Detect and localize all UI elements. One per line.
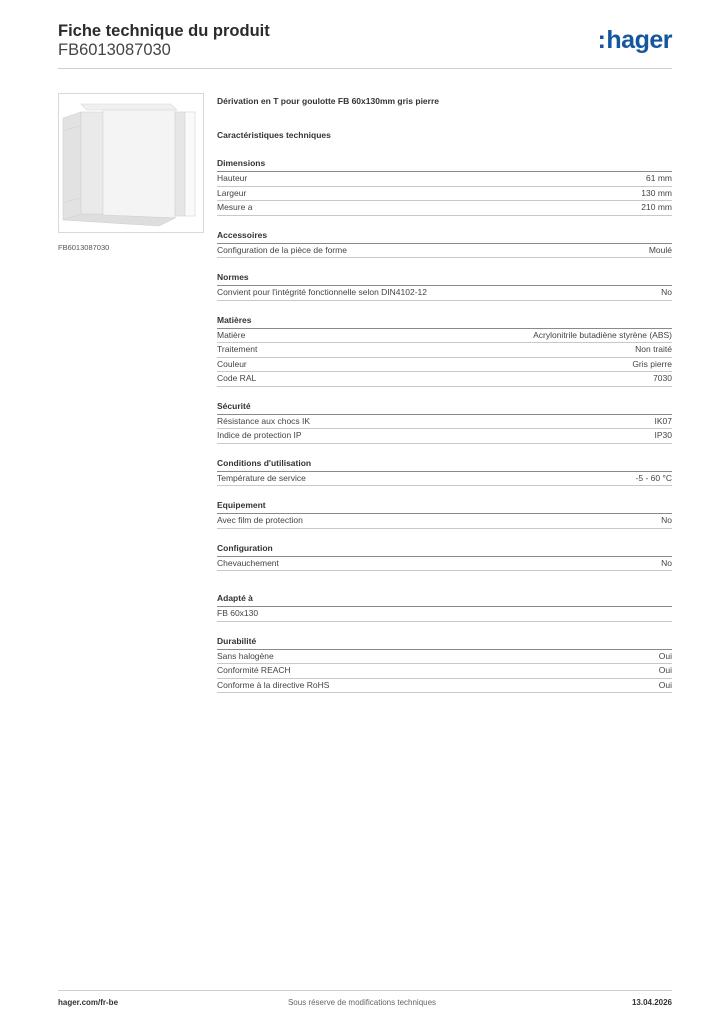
spec-value: Moulé <box>648 244 672 255</box>
spec-label: Sans halogène <box>217 650 274 661</box>
spec-row <box>217 664 672 679</box>
footer-note: Sous réserve de modifications techniques <box>287 998 437 1007</box>
section-title: Conditions d'utilisation <box>217 458 672 472</box>
spec-label: Code RAL <box>217 373 257 383</box>
spec-label: Avec film de protection <box>217 515 303 525</box>
spec-label: Configuration de la pièce de forme <box>217 244 347 255</box>
product-image <box>58 93 204 233</box>
section-title: Normes <box>217 272 672 286</box>
spec-label: Traitement <box>217 344 258 354</box>
spec-value: -5 - 60 °C <box>635 472 672 483</box>
spec-label: Indice de protection IP <box>217 430 302 440</box>
section-conditions-utilisation <box>217 458 672 487</box>
product-t-junction-image-icon <box>59 94 203 232</box>
spec-row <box>217 343 672 358</box>
spec-value: Acrylonitrile butadiène styrène (ABS) <box>533 329 672 340</box>
section-title: Adapté à <box>217 593 672 607</box>
product-name: Dérivation en T pour goulotte FB 60x130mm gris pierre <box>217 96 439 106</box>
section-title: Configuration <box>217 543 672 557</box>
spec-label: Largeur <box>217 187 247 198</box>
spec-label: Matière <box>217 329 246 340</box>
logo-text: hager <box>606 26 672 54</box>
spec-value: No <box>661 557 672 568</box>
spec-row <box>217 286 672 301</box>
spec-row <box>217 244 672 259</box>
spec-label: Couleur <box>217 358 247 369</box>
section-title: Dimensions <box>217 158 672 172</box>
spec-value: 130 mm <box>641 187 672 198</box>
spec-label: Convient pour l'intégrité fonctionnelle selon DIN4102-12 <box>217 287 428 297</box>
section-securite <box>217 401 672 444</box>
spec-label: Mesure a <box>217 202 253 212</box>
spec-value: Oui <box>658 679 672 690</box>
page-header <box>58 20 672 70</box>
spec-row <box>217 607 672 622</box>
spec-row <box>217 187 672 202</box>
footer-divider <box>58 990 672 991</box>
spec-value: Non traité <box>635 344 672 354</box>
spec-value: No <box>661 515 672 525</box>
spec-row <box>217 679 672 694</box>
section-matieres <box>217 315 672 387</box>
spec-value: Oui <box>658 650 672 661</box>
spec-label: Chevauchement <box>217 557 279 568</box>
spec-row <box>217 429 672 444</box>
spec-value: 7030 <box>653 373 672 383</box>
footer-date: 13.04.2026 <box>631 998 672 1007</box>
spec-row <box>217 415 672 430</box>
section-dimensions <box>217 158 672 216</box>
spec-label: Hauteur <box>217 173 248 183</box>
spec-value: Oui <box>658 665 672 675</box>
section-equipement <box>217 500 672 529</box>
section-title: Matières <box>217 315 672 329</box>
spec-value: Gris pierre <box>632 358 672 369</box>
section-configuration <box>217 543 672 572</box>
spec-row <box>217 557 672 572</box>
section-title: Durabilité <box>217 636 672 650</box>
spec-row <box>217 329 672 344</box>
section-accessoires <box>217 230 672 259</box>
spec-label: Température de service <box>217 472 306 483</box>
spec-label: Conformité REACH <box>217 665 291 675</box>
spec-value: IP30 <box>654 430 672 440</box>
spec-row <box>217 472 672 487</box>
section-title: Accessoires <box>217 230 672 244</box>
document-title: Fiche technique du produit <box>58 22 270 40</box>
spec-content <box>217 96 672 693</box>
spec-label: FB 60x130 <box>217 608 259 618</box>
spec-row <box>217 358 672 373</box>
logo-colon-icon: : <box>597 26 606 54</box>
spec-row <box>217 172 672 187</box>
spec-label: Résistance aux chocs IK <box>217 415 311 426</box>
spec-value: 61 mm <box>646 173 672 183</box>
spec-row <box>217 514 672 529</box>
section-normes <box>217 272 672 301</box>
spec-row <box>217 650 672 665</box>
spec-value: No <box>661 287 672 297</box>
spec-row <box>217 372 672 387</box>
spec-row <box>217 201 672 216</box>
section-adapte-a <box>217 593 672 622</box>
section-title: Equipement <box>217 500 672 514</box>
spec-value: 210 mm <box>641 202 672 212</box>
footer-website-link[interactable]: hager.com/fr-be <box>58 998 119 1007</box>
spec-label: Conforme à la directive RoHS <box>217 679 330 690</box>
spec-heading: Caractéristiques techniques <box>217 130 331 140</box>
product-reference: FB6013087030 <box>58 41 171 59</box>
header-divider <box>58 68 672 69</box>
image-caption: FB6013087030 <box>58 243 110 252</box>
section-durabilite <box>217 636 672 694</box>
spec-value: IK07 <box>654 415 672 426</box>
hager-logo <box>598 26 672 55</box>
section-title: Sécurité <box>217 401 672 415</box>
